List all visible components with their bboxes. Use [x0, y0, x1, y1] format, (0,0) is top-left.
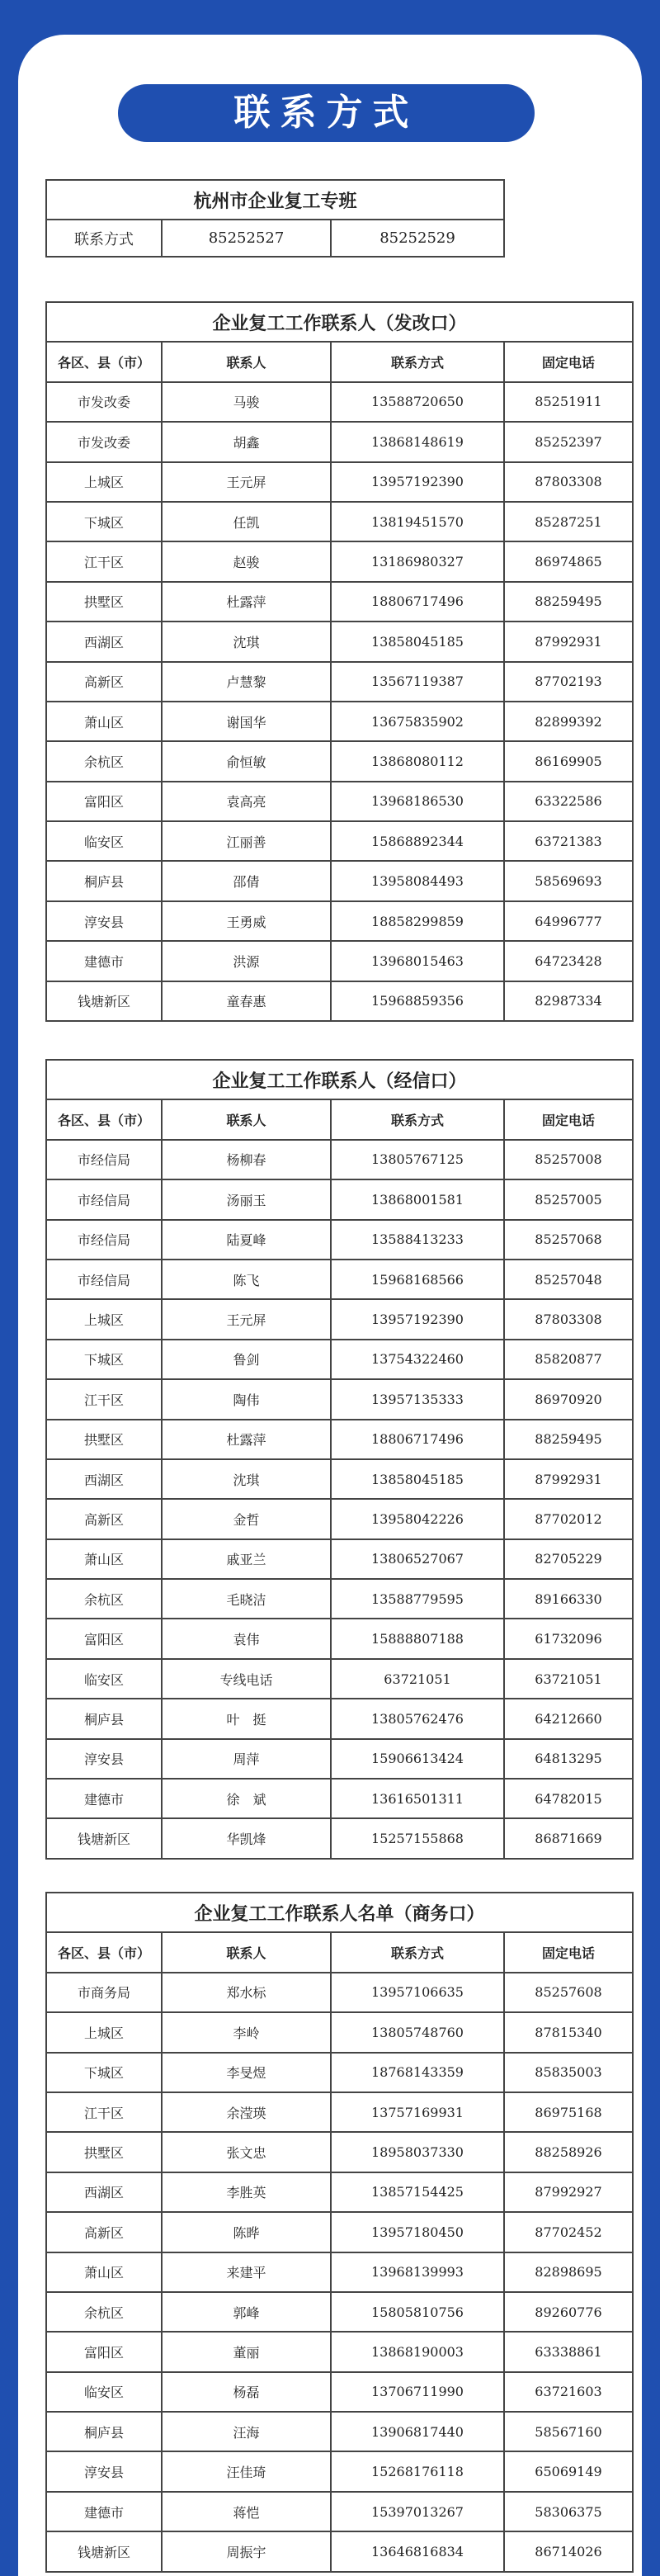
landline-cell: 86714026 — [504, 2531, 633, 2571]
table-row — [46, 1179, 633, 1219]
mobile-cell: 13805748760 — [331, 2012, 504, 2052]
district-cell: 淳安县 — [46, 2451, 162, 2491]
contact-name-cell: 袁伟 — [162, 1619, 331, 1658]
landline-cell: 87992931 — [504, 622, 633, 661]
contact-name-cell: 郭峰 — [162, 2292, 331, 2332]
landline-cell: 87992931 — [504, 1459, 633, 1499]
table-row — [46, 1659, 633, 1699]
special-team-table — [45, 179, 505, 258]
mobile-cell: 13819451570 — [331, 502, 504, 541]
district-cell: 上城区 — [46, 1299, 162, 1339]
district-cell: 拱墅区 — [46, 1420, 162, 1459]
table-row — [46, 1579, 633, 1619]
district-cell: 富阳区 — [46, 782, 162, 821]
district-cell: 江干区 — [46, 2092, 162, 2132]
special-team-phone: 85252527 — [162, 220, 331, 257]
contact-name-cell: 汤丽玉 — [162, 1179, 331, 1219]
special-team-label: 联系方式 — [46, 220, 162, 257]
contact-name-cell: 童春惠 — [162, 981, 331, 1021]
table-row — [46, 1779, 633, 1818]
column-header: 联系人 — [162, 1932, 331, 1972]
contact-name-cell: 周振宇 — [162, 2531, 331, 2571]
contact-table-jingxin — [45, 1059, 634, 1860]
contact-name-cell: 王元屏 — [162, 1299, 331, 1339]
landline-cell: 87702193 — [504, 662, 633, 702]
landline-cell: 89260776 — [504, 2292, 633, 2332]
district-cell: 江干区 — [46, 1379, 162, 1419]
landline-cell: 64723428 — [504, 941, 633, 981]
district-cell: 市商务局 — [46, 1973, 162, 2012]
mobile-cell: 13757169931 — [331, 2092, 504, 2132]
mobile-cell: 15397013267 — [331, 2492, 504, 2531]
table-row — [46, 861, 633, 900]
contact-name-cell: 杨柳春 — [162, 1140, 331, 1179]
table-row — [46, 1459, 633, 1499]
column-header: 各区、县（市） — [46, 1932, 162, 1972]
table-row — [46, 2212, 633, 2252]
mobile-cell: 15968168566 — [331, 1260, 504, 1299]
district-cell: 余杭区 — [46, 741, 162, 781]
landline-cell: 86975168 — [504, 2092, 633, 2132]
contact-name-cell: 俞恒敏 — [162, 741, 331, 781]
mobile-cell: 15888807188 — [331, 1619, 504, 1658]
landline-cell: 86970920 — [504, 1379, 633, 1419]
table-row — [46, 422, 633, 461]
mobile-cell: 18858299859 — [331, 901, 504, 941]
column-header: 联系方式 — [331, 1099, 504, 1139]
column-header: 各区、县（市） — [46, 342, 162, 381]
district-cell: 西湖区 — [46, 1459, 162, 1499]
contact-name-cell: 杜露萍 — [162, 1420, 331, 1459]
district-cell: 临安区 — [46, 1659, 162, 1699]
mobile-cell: 13868190003 — [331, 2332, 504, 2371]
column-header: 各区、县（市） — [46, 1099, 162, 1139]
table-row — [46, 1619, 633, 1658]
contact-name-cell: 陶伟 — [162, 1379, 331, 1419]
landline-cell: 86169905 — [504, 741, 633, 781]
contact-name-cell: 卢慧黎 — [162, 662, 331, 702]
contact-name-cell: 李胜英 — [162, 2172, 331, 2212]
landline-cell: 82899392 — [504, 702, 633, 741]
contact-name-cell: 马骏 — [162, 382, 331, 422]
mobile-cell: 15257155868 — [331, 1818, 504, 1858]
district-cell: 桐庐县 — [46, 2412, 162, 2451]
mobile-cell: 15268176118 — [331, 2451, 504, 2491]
mobile-cell: 13957192390 — [331, 1299, 504, 1339]
table-row — [46, 2053, 633, 2092]
district-cell: 余杭区 — [46, 2292, 162, 2332]
district-cell: 富阳区 — [46, 2332, 162, 2371]
contact-name-cell: 毛晓洁 — [162, 1579, 331, 1619]
table-row — [46, 2252, 633, 2292]
district-cell: 萧山区 — [46, 2252, 162, 2292]
district-cell: 余杭区 — [46, 1579, 162, 1619]
mobile-cell: 13588779595 — [331, 1579, 504, 1619]
table-row — [46, 2292, 633, 2332]
mobile-cell: 13957180450 — [331, 2212, 504, 2252]
table-row — [46, 901, 633, 941]
table-row — [46, 1973, 633, 2012]
contact-name-cell: 张文忠 — [162, 2132, 331, 2172]
landline-cell: 87702012 — [504, 1499, 633, 1539]
landline-cell: 88259495 — [504, 582, 633, 622]
landline-cell: 65069149 — [504, 2451, 633, 2491]
section-title: 企业复工工作联系人（经信口） — [46, 1060, 633, 1099]
table-row — [46, 2092, 633, 2132]
table-row — [46, 1420, 633, 1459]
table-row — [46, 2372, 633, 2412]
landline-cell: 85257608 — [504, 1973, 633, 2012]
table-row — [46, 2332, 633, 2371]
contact-name-cell: 周萍 — [162, 1739, 331, 1779]
landline-cell: 88259495 — [504, 1420, 633, 1459]
mobile-cell: 13906817440 — [331, 2412, 504, 2451]
district-cell: 钱塘新区 — [46, 981, 162, 1021]
landline-cell: 86871669 — [504, 1818, 633, 1858]
contact-table-fagai — [45, 301, 634, 1022]
district-cell: 淳安县 — [46, 901, 162, 941]
district-cell: 拱墅区 — [46, 2132, 162, 2172]
mobile-cell: 13968015463 — [331, 941, 504, 981]
mobile-cell: 13675835902 — [331, 702, 504, 741]
table-row — [46, 1818, 633, 1858]
landline-cell: 85251911 — [504, 382, 633, 422]
contact-name-cell: 鲁剑 — [162, 1340, 331, 1379]
landline-cell: 64813295 — [504, 1739, 633, 1779]
district-cell: 萧山区 — [46, 1539, 162, 1579]
table-row — [46, 782, 633, 821]
district-cell: 下城区 — [46, 502, 162, 541]
district-cell: 高新区 — [46, 1499, 162, 1539]
contact-name-cell: 邵倩 — [162, 861, 331, 900]
mobile-cell: 13806527067 — [331, 1539, 504, 1579]
column-header: 固定电话 — [504, 342, 633, 381]
district-cell: 淳安县 — [46, 1739, 162, 1779]
table-row — [46, 2531, 633, 2571]
landline-cell: 58567160 — [504, 2412, 633, 2451]
landline-cell: 61732096 — [504, 1619, 633, 1658]
table-row — [46, 1260, 633, 1299]
landline-cell: 82705229 — [504, 1539, 633, 1579]
district-cell: 市发改委 — [46, 422, 162, 461]
landline-cell: 64996777 — [504, 901, 633, 941]
district-cell: 建德市 — [46, 941, 162, 981]
landline-cell: 85257005 — [504, 1179, 633, 1219]
district-cell: 拱墅区 — [46, 582, 162, 622]
contact-name-cell: 叶 挺 — [162, 1699, 331, 1738]
mobile-cell: 63721051 — [331, 1659, 504, 1699]
mobile-cell: 15805810756 — [331, 2292, 504, 2332]
landline-cell: 63721383 — [504, 821, 633, 861]
table-row — [46, 1299, 633, 1339]
district-cell: 建德市 — [46, 2492, 162, 2531]
district-cell: 江干区 — [46, 541, 162, 581]
table-row — [46, 1539, 633, 1579]
district-cell: 下城区 — [46, 1340, 162, 1379]
mobile-cell: 13646816834 — [331, 2531, 504, 2571]
mobile-cell: 13805762476 — [331, 1699, 504, 1738]
header-row — [46, 1932, 633, 1972]
contact-name-cell: 汪佳琦 — [162, 2451, 331, 2491]
district-cell: 市经信局 — [46, 1260, 162, 1299]
landline-cell: 82898695 — [504, 2252, 633, 2292]
mobile-cell: 15868892344 — [331, 821, 504, 861]
mobile-cell: 13857154425 — [331, 2172, 504, 2212]
contact-name-cell: 汪海 — [162, 2412, 331, 2451]
district-cell: 桐庐县 — [46, 861, 162, 900]
contact-name-cell: 赵骏 — [162, 541, 331, 581]
mobile-cell: 13957106635 — [331, 1973, 504, 2012]
district-cell: 建德市 — [46, 1779, 162, 1818]
mobile-cell: 13968186530 — [331, 782, 504, 821]
contact-name-cell: 陈飞 — [162, 1260, 331, 1299]
landline-cell: 86974865 — [504, 541, 633, 581]
contact-name-cell: 王元屏 — [162, 462, 331, 502]
contact-name-cell: 江丽善 — [162, 821, 331, 861]
mobile-cell: 13868001581 — [331, 1179, 504, 1219]
mobile-cell: 13588720650 — [331, 382, 504, 422]
mobile-cell: 13868148619 — [331, 422, 504, 461]
contact-name-cell: 戚亚兰 — [162, 1539, 331, 1579]
special-team-title: 杭州市企业复工专班 — [46, 180, 504, 220]
landline-cell: 63721603 — [504, 2372, 633, 2412]
table-row — [46, 981, 633, 1021]
column-header: 联系人 — [162, 1099, 331, 1139]
mobile-cell: 18768143359 — [331, 2053, 504, 2092]
district-cell: 市经信局 — [46, 1140, 162, 1179]
mobile-cell: 18806717496 — [331, 582, 504, 622]
contact-name-cell: 袁高亮 — [162, 782, 331, 821]
landline-cell: 88258926 — [504, 2132, 633, 2172]
landline-cell: 63322586 — [504, 782, 633, 821]
mobile-cell: 13186980327 — [331, 541, 504, 581]
district-cell: 高新区 — [46, 2212, 162, 2252]
landline-cell: 85252397 — [504, 422, 633, 461]
landline-cell: 85820877 — [504, 1340, 633, 1379]
contact-table-shangwu — [45, 1892, 634, 2573]
table-row — [46, 2012, 633, 2052]
landline-cell: 89166330 — [504, 1579, 633, 1619]
page-title: 联系方式 — [118, 84, 535, 142]
mobile-cell: 13567119387 — [331, 662, 504, 702]
contact-name-cell: 李岭 — [162, 2012, 331, 2052]
mobile-cell: 13958084493 — [331, 861, 504, 900]
table-row — [46, 1699, 633, 1738]
contact-name-cell: 余滢瑛 — [162, 2092, 331, 2132]
table-row — [46, 502, 633, 541]
mobile-cell: 15968859356 — [331, 981, 504, 1021]
mobile-cell: 13957192390 — [331, 462, 504, 502]
district-cell: 上城区 — [46, 462, 162, 502]
table-row — [46, 1340, 633, 1379]
table-row — [46, 2451, 633, 2491]
district-cell: 市经信局 — [46, 1220, 162, 1260]
table-row — [46, 582, 633, 622]
column-header: 固定电话 — [504, 1099, 633, 1139]
mobile-cell: 15906613424 — [331, 1739, 504, 1779]
landline-cell: 87702452 — [504, 2212, 633, 2252]
contact-name-cell: 杨磊 — [162, 2372, 331, 2412]
column-header: 联系方式 — [331, 1932, 504, 1972]
contact-name-cell: 陆夏峰 — [162, 1220, 331, 1260]
section-title: 企业复工工作联系人（发改口） — [46, 302, 633, 342]
district-cell: 桐庐县 — [46, 1699, 162, 1738]
landline-cell: 64782015 — [504, 1779, 633, 1818]
district-cell: 市发改委 — [46, 382, 162, 422]
table-row — [46, 1739, 633, 1779]
mobile-cell: 13957135333 — [331, 1379, 504, 1419]
district-cell: 高新区 — [46, 662, 162, 702]
landline-cell: 64212660 — [504, 1699, 633, 1738]
district-cell: 市经信局 — [46, 1179, 162, 1219]
contact-name-cell: 李旻煜 — [162, 2053, 331, 2092]
district-cell: 钱塘新区 — [46, 1818, 162, 1858]
contact-name-cell: 董丽 — [162, 2332, 331, 2371]
mobile-cell: 13706711990 — [331, 2372, 504, 2412]
contact-name-cell: 金哲 — [162, 1499, 331, 1539]
mobile-cell: 18806717496 — [331, 1420, 504, 1459]
landline-cell: 58306375 — [504, 2492, 633, 2531]
contact-name-cell: 蒋恺 — [162, 2492, 331, 2531]
contact-name-cell: 谢国华 — [162, 702, 331, 741]
table-row — [46, 2132, 633, 2172]
contact-name-cell: 专线电话 — [162, 1659, 331, 1699]
table-row — [46, 2492, 633, 2531]
mobile-cell: 13858045185 — [331, 1459, 504, 1499]
header-row — [46, 342, 633, 381]
table-row — [46, 1140, 633, 1179]
section-title: 企业复工工作联系人名单（商务口） — [46, 1893, 633, 1932]
landline-cell: 63721051 — [504, 1659, 633, 1699]
landline-cell: 82987334 — [504, 981, 633, 1021]
table-row — [46, 941, 633, 981]
table-row — [46, 2412, 633, 2451]
contact-name-cell: 洪源 — [162, 941, 331, 981]
contact-name-cell: 来建平 — [162, 2252, 331, 2292]
table-row — [46, 382, 633, 422]
mobile-cell: 13588413233 — [331, 1220, 504, 1260]
landline-cell: 58569693 — [504, 861, 633, 900]
contact-name-cell: 华凯烽 — [162, 1818, 331, 1858]
contact-name-cell: 郑水标 — [162, 1973, 331, 2012]
table-row — [46, 702, 633, 741]
contact-name-cell: 陈晔 — [162, 2212, 331, 2252]
contact-name-cell: 胡鑫 — [162, 422, 331, 461]
table-row — [46, 1499, 633, 1539]
column-header: 固定电话 — [504, 1932, 633, 1972]
table-row — [46, 2172, 633, 2212]
mobile-cell: 13754322460 — [331, 1340, 504, 1379]
mobile-cell: 13858045185 — [331, 622, 504, 661]
contact-name-cell: 杜露萍 — [162, 582, 331, 622]
district-cell: 西湖区 — [46, 2172, 162, 2212]
mobile-cell: 13968139993 — [331, 2252, 504, 2292]
landline-cell: 87803308 — [504, 462, 633, 502]
contact-name-cell: 沈琪 — [162, 622, 331, 661]
district-cell: 临安区 — [46, 821, 162, 861]
special-team-phone: 85252529 — [331, 220, 504, 257]
table-row — [46, 821, 633, 861]
mobile-cell: 18958037330 — [331, 2132, 504, 2172]
table-row — [46, 541, 633, 581]
table-row — [46, 1220, 633, 1260]
landline-cell: 85835003 — [504, 2053, 633, 2092]
district-cell: 西湖区 — [46, 622, 162, 661]
contact-name-cell: 王勇威 — [162, 901, 331, 941]
mobile-cell: 13868080112 — [331, 741, 504, 781]
column-header: 联系人 — [162, 342, 331, 381]
district-cell: 下城区 — [46, 2053, 162, 2092]
contact-name-cell: 任凯 — [162, 502, 331, 541]
column-header: 联系方式 — [331, 342, 504, 381]
district-cell: 萧山区 — [46, 702, 162, 741]
header-row — [46, 1099, 633, 1139]
contact-name-cell: 沈琪 — [162, 1459, 331, 1499]
table-row — [46, 662, 633, 702]
district-cell: 临安区 — [46, 2372, 162, 2412]
landline-cell: 85257068 — [504, 1220, 633, 1260]
mobile-cell: 13616501311 — [331, 1779, 504, 1818]
landline-cell: 87803308 — [504, 1299, 633, 1339]
landline-cell: 87815340 — [504, 2012, 633, 2052]
contact-name-cell: 徐 斌 — [162, 1779, 331, 1818]
mobile-cell: 13805767125 — [331, 1140, 504, 1179]
mobile-cell: 13958042226 — [331, 1499, 504, 1539]
table-row — [46, 622, 633, 661]
table-row — [46, 462, 633, 502]
district-cell: 钱塘新区 — [46, 2531, 162, 2571]
landline-cell: 85287251 — [504, 502, 633, 541]
landline-cell: 87992927 — [504, 2172, 633, 2212]
district-cell: 富阳区 — [46, 1619, 162, 1658]
table-row — [46, 1379, 633, 1419]
landline-cell: 85257008 — [504, 1140, 633, 1179]
table-row — [46, 741, 633, 781]
landline-cell: 63338861 — [504, 2332, 633, 2371]
landline-cell: 85257048 — [504, 1260, 633, 1299]
district-cell: 上城区 — [46, 2012, 162, 2052]
